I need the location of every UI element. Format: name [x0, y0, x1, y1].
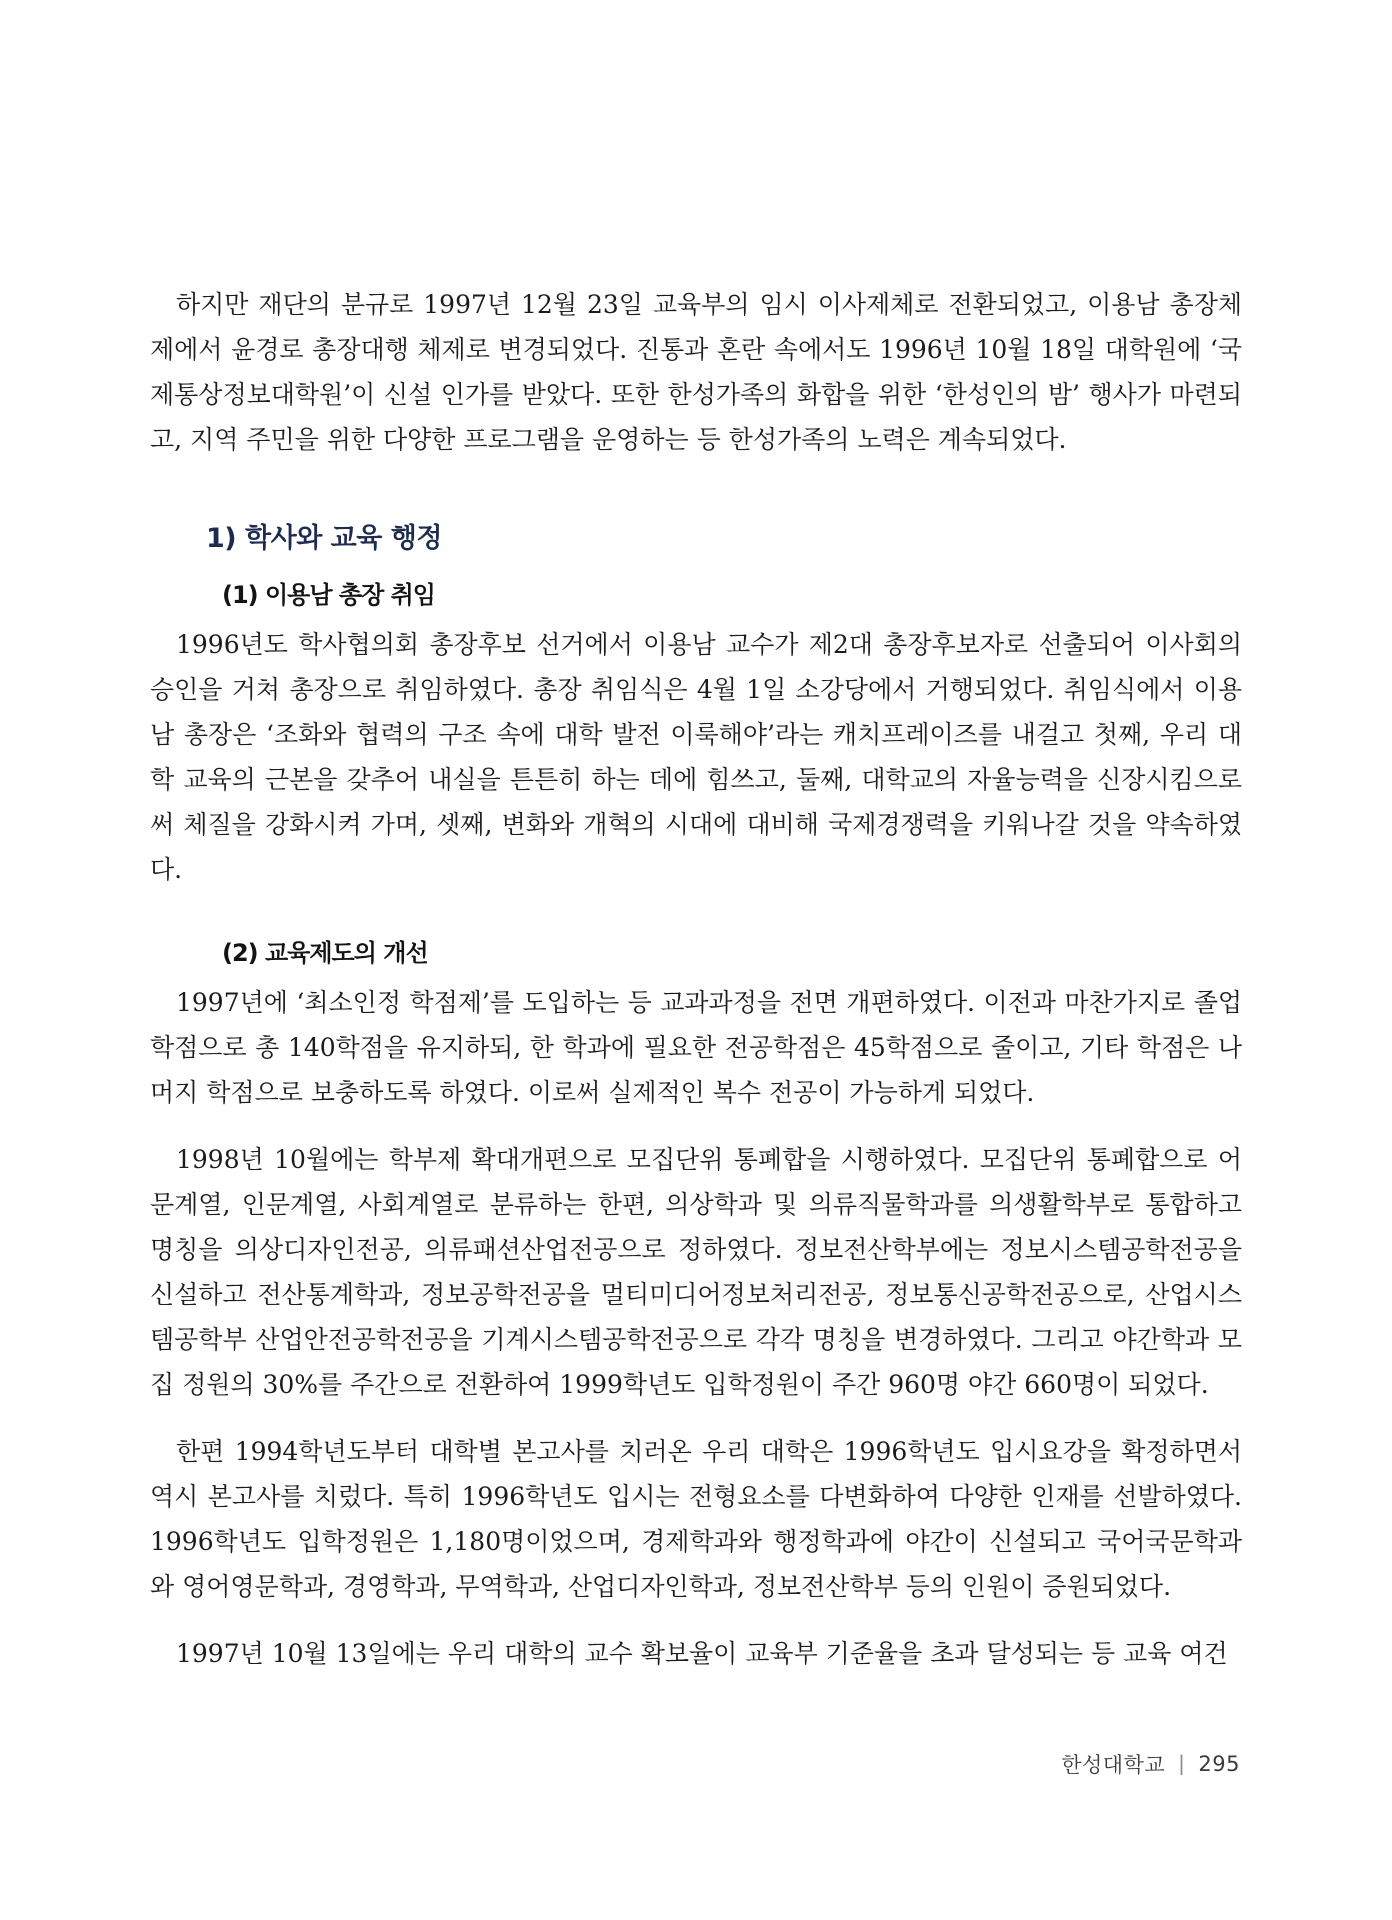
subsection-2-heading: (2) 교육제도의 개선	[222, 939, 428, 967]
subsection-2-paragraph-2: 1998년 10월에는 학부제 확대개편으로 모집단위 통폐합을 시행하였다. 모집단위 통폐합으로 어문계열, 인문계열, 사회계열로 분류하는 한편, 의상학과 및 의류직물학과를 의생활학부로 통합하고 명칭을 의상디자인전공, 의류패션산업전공으로 정하였다. 정보전산학부에는 정보시스템공학전공을 신설하고 전산통계학과, 정보공학전공을 멀티미디어정보처리전공, 정보통신공학전공으로, 산업시스템공학부 산업안전공학전공을 기계시스템공학전공으로 각각 명칭을 변경하였다. 그리고 야간학과 모집 정원의 30%를 주간으로 전환하여 1999학년도 입학정원이 주간 960명 야간 660명이 되었다.	[150, 1145, 1242, 1399]
intro-paragraph: 하지만 재단의 분규로 1997년 12월 23일 교육부의 임시 이사제체로 전환되었고, 이용남 총장체제에서 윤경로 총장대행 체제로 변경되었다. 진통과 혼란 속에서도 1996년 10월 18일 대학원에 ‘국제통상정보대학원’이 신설 인가를 받았다. 또한 한성가족의 화합을 위한 ‘한성인의 밤’ 행사가 마련되고, 지역 주민을 위한 다양한 프로그램을 운영하는 등 한성가족의 노력은 계속되었다.	[150, 290, 1242, 454]
subsection-1-paragraph-1: 1996년도 학사협의회 총장후보 선거에서 이용남 교수가 제2대 총장후보자로 선출되어 이사회의 승인을 거쳐 총장으로 취임하였다. 총장 취임식은 4월 1일 소강당에서 거행되었다. 취임식에서 이용남 총장은 ‘조화와 협력의 구조 속에 대학 발전 이룩해야’라는 캐치프레이즈를 내걸고 첫째, 우리 대학 교육의 근본을 갖추어 내실을 튼튼히 하는 데에 힘쓰고, 둘째, 대학교의 자율능력을 신장시킴으로써 체질을 강화시켜 가며, 셋째, 변화와 개혁의 시대에 대비해 국제경쟁력을 키워나갈 것을 약속하였다.	[150, 630, 1242, 884]
page-footer	[1061, 1749, 1240, 1779]
footer-book-title: 한성대학교	[1061, 1753, 1166, 1777]
section-heading: 1) 학사와 교육 행정	[206, 523, 442, 554]
page-content	[150, 282, 1242, 1676]
subsection-2-paragraph-1: 1997년에 ‘최소인정 학점제’를 도입하는 등 교과과정을 전면 개편하였다. 이전과 마찬가지로 졸업 학점으로 총 140학점을 유지하되, 한 학과에 필요한 전공학점은 45학점으로 줄이고, 기타 학점은 나머지 학점으로 보충하도록 하였다. 이로써 실제적인 복수 전공이 가능하게 되었다.	[150, 988, 1242, 1107]
footer-page-number: 295	[1198, 1752, 1240, 1776]
footer-separator: |	[1178, 1751, 1186, 1775]
subsection-2-paragraph-4: 1997년 10월 13일에는 우리 대학의 교수 확보율이 교육부 기준율을 초과 달성되는 등 교육 여건	[176, 1639, 1228, 1668]
subsection-1-heading: (1) 이용남 총장 취임	[222, 581, 435, 609]
subsection-2-paragraph-3: 한편 1994학년도부터 대학별 본고사를 치러온 우리 대학은 1996학년도 입시요강을 확정하면서 역시 본고사를 치렀다. 특히 1996학년도 입시는 전형요소를 다변화하여 다양한 인재를 선발하였다. 1996학년도 입학정원은 1,180명이었으며, 경제학과와 행정학과에 야간이 신설되고 국어국문학과와 영어영문학과, 경영학과, 무역학과, 산업디자인학과, 정보전산학부 등의 인원이 증원되었다.	[150, 1437, 1242, 1601]
